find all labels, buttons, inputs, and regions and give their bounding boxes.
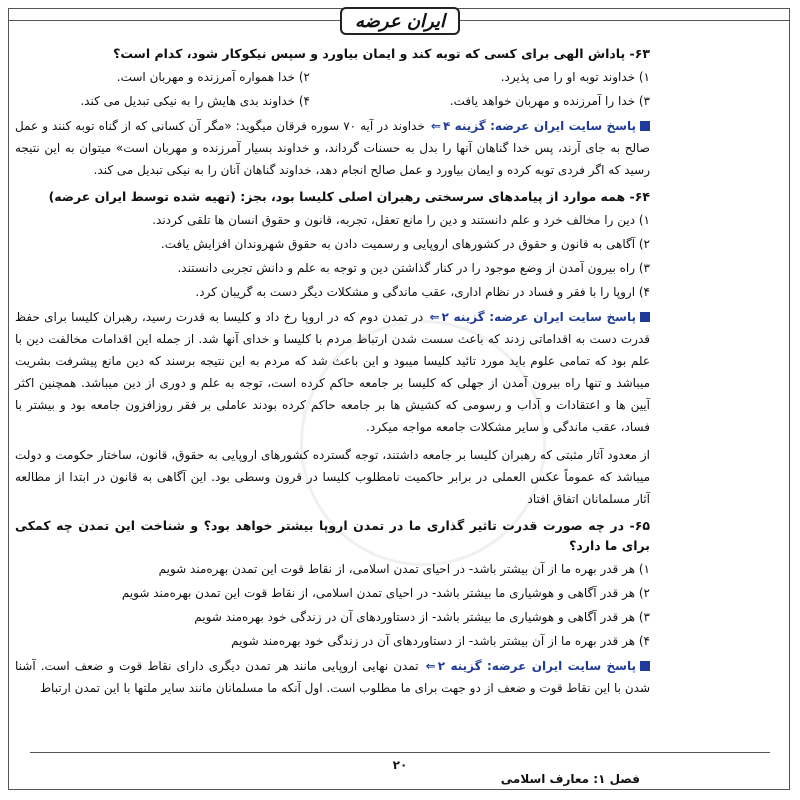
answer-checkbox-icon bbox=[640, 121, 650, 131]
header-rule-left bbox=[9, 20, 340, 21]
q65-option-1: ۱) هر قدر بهره ما از آن بیشتر باشد- در احیای تمدن اسلامی، از نقاط قوت این تمدن بهره‌مند شویم bbox=[158, 562, 650, 576]
q63-option-1: ۱) خداوند توبه او را می پذیرد. bbox=[500, 70, 650, 84]
q64-extra-paragraph: از معدود آثار مثبتی که رهبران کلیسا بر جامعه داشتند، توجه گسترده کشورهای اروپایی به حقوق، قانون، ساختار حکومت و دولت میباشد که عموماً عکس العملی در برابر حاکمیت نامطلوب کلیسا در قرون وسطی بود. این آگاهی به قانون در ابتدا از مطالعه آثار مسلمانان اتفاق افتاد bbox=[15, 448, 650, 506]
answer-checkbox-icon bbox=[640, 661, 650, 671]
question-64: ۶۴- همه موارد از پیامدهای سرسختی رهبران اصلی کلیسا بود، بجز: (تهیه شده توسط ایران عرضه) bbox=[48, 189, 650, 204]
footer-rule bbox=[30, 752, 770, 753]
question-65: ۶۵- در چه صورت قدرت تاثیر گذاری ما در تمدن اروپا بیشتر خواهد بود؟ و شناخت این تمدن چه کمکی برای ما دارد؟ bbox=[15, 518, 650, 553]
q63-option-3: ۳) خدا را آمرزنده و مهربان خواهد یافت. bbox=[449, 94, 650, 108]
q65-answer bbox=[15, 655, 650, 699]
q65-option-3: ۳) هر قدر آگاهی و هوشیاری ما بیشتر باشد- از دستاوردهای آن در زندگی خود بهره‌مند شویم bbox=[194, 610, 650, 624]
answer-checkbox-icon bbox=[640, 312, 650, 322]
arrow-left-icon: ⇐ bbox=[429, 310, 440, 324]
q63-option-2: ۲) خدا همواره آمرزنده و مهربان است. bbox=[116, 70, 310, 84]
q65-option-2: ۲) هر قدر آگاهی و هوشیاری ما بیشتر باشد- در احیای تمدن اسلامی، از نقاط قوت این تمدن بهره‌مند شویم bbox=[121, 586, 650, 600]
q64-option-3: ۳) راه بیرون آمدن از وضع موجود را در کنار گذاشتن دین و توجه به علم و دانش تجربی دانستند. bbox=[177, 261, 650, 275]
site-logo-text: ایران عرضه bbox=[354, 10, 446, 32]
q64-answer-text: در تمدن دوم که در اروپا رخ داد و کلیسا به قدرت رسید، رهبران کلیسا برای حفظ قدرت دست به اقداماتی زدند که باعث سست شدن ارتباط مردم با کلیسا و خدای آنها شد. از جمله این اقدامات مخالفت دین با علم بود که تمامی علوم باید مورد تائید کلیسا میبود و این باعث شد که مردم به این نتیجه برسند که دین مانع پیشرفت بشریت میباشد و تنها راه بیرون آمدن از جهلی که کلیسا بر جامعه حاکم کرده است، توجه به علم و دوری از دین میباشد. همچنین اکثر آیین ها و اعتقادات و آداب و رسومی که کشیش ها بر جامعه حاکم کرده بودند عاملی بر فقر روزافزون جامعه بود و بیشتر با فساد، عقب ماندگی و سایر مشکلات جامعه مواجه میکرد. bbox=[15, 310, 650, 434]
q63-option-4: ۴) خداوند بدی هایش را به نیکی تبدیل می کند. bbox=[80, 94, 310, 108]
arrow-left-icon: ⇐ bbox=[425, 659, 436, 673]
q65-answer-text: تمدن نهایی اروپایی مانند هر تمدن دیگری دارای نقاط قوت و ضعف است. آشنا شدن با این نقاط قوت و ضعف از دو جهت برای ما مطلوب است. اول آنکه ما مسلمانان مانند سایر ملتها با این تمدن ارتباط bbox=[15, 659, 650, 695]
q64-option-1: ۱) دین را مخالف خرد و علم دانستند و دین را مانع تعقل، تجربه، قانون و حقوق انسان ها تلقی کردند. bbox=[152, 213, 650, 227]
chapter-title: فصل ۱: معارف اسلامی bbox=[500, 772, 640, 786]
q63-answer-text: خداوند در آیه ۷۰ سوره فرقان میگوید: «مگر آن کسانی که از گناه توبه کنند و عمل صالح به جای آرند، پس خدا گناهان آنها را بدل به حسنات گرداند، و خداوند بسیار آمرزنده و مهربان است» میتوان به این نتیجه رسید که اگر فردی توبه کرده و ایمان بیاورد و عمل صالح انجام دهد، خداوند گناهان آنان را به نیکی تبدیل می کند. bbox=[15, 119, 650, 177]
page-number: ۲۰ bbox=[392, 758, 408, 772]
q65-option-4: ۴) هر قدر بهره ما از آن بیشتر باشد- از دستاوردهای آن در زندگی خود بهره‌مند شویم bbox=[231, 634, 650, 648]
question-63: ۶۳- پاداش الهی برای کسی که توبه کند و ایمان بیاورد و سپس نیکوکار شود، کدام است؟ bbox=[113, 46, 650, 61]
arrow-left-icon: ⇐ bbox=[430, 119, 441, 133]
q64-option-4: ۴) اروپا را با فقر و فساد در نظام اداری، عقب ماندگی و مشکلات دیگر دست به گریبان کرد. bbox=[195, 285, 650, 299]
q64-answer bbox=[15, 306, 650, 438]
question-63-options-row-2 bbox=[15, 91, 650, 111]
site-logo bbox=[340, 7, 460, 35]
q63-answer bbox=[15, 115, 650, 181]
document-body bbox=[15, 44, 650, 705]
q64-option-2: ۲) آگاهی به قانون و حقوق در کشورهای اروپایی و رسمیت دادن به حقوق شهروندان افزایش یافت. bbox=[160, 237, 650, 251]
question-63-options-row-1 bbox=[15, 67, 650, 87]
header-bar bbox=[0, 0, 800, 40]
q64-answer-label: پاسخ سایت ایران عرضه: گزینه ۲ bbox=[441, 310, 636, 324]
q65-answer-label: پاسخ سایت ایران عرضه: گزینه ۲ bbox=[437, 659, 636, 673]
header-rule-right bbox=[460, 20, 790, 21]
q63-answer-label: پاسخ سایت ایران عرضه: گزینه ۴ bbox=[442, 119, 636, 133]
